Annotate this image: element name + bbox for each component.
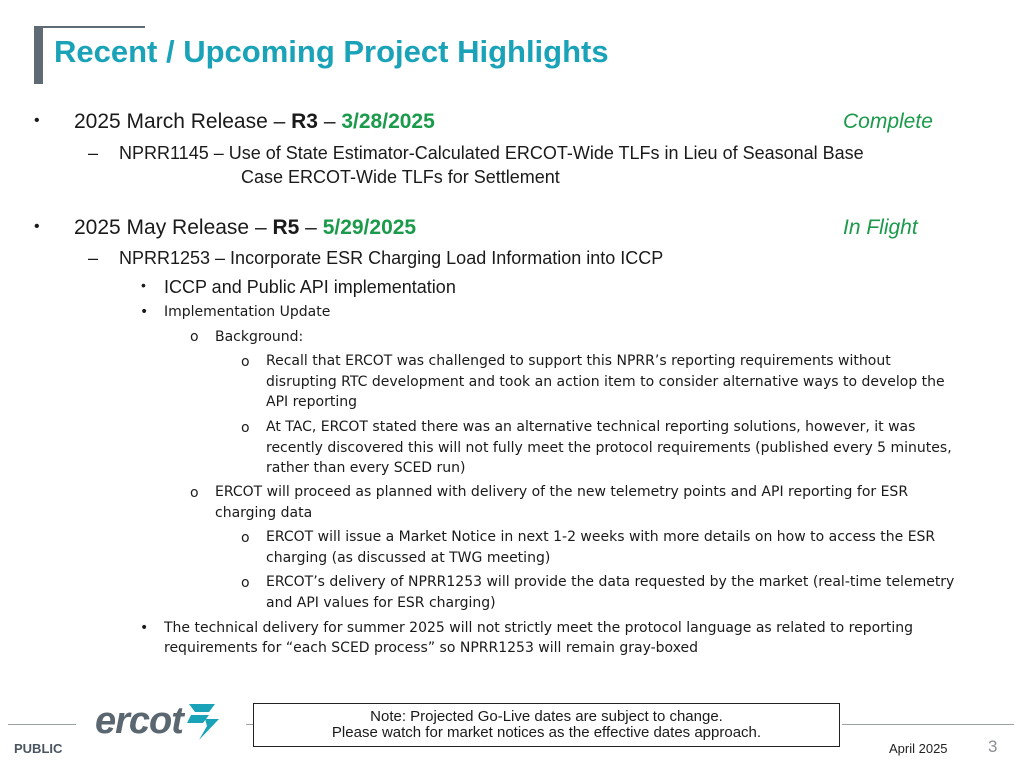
bullet-marker: • [140, 304, 149, 320]
background-point-2: At TAC, ERCOT stated there was an alternative technical reporting solutions, however, it was [266, 419, 916, 435]
page-title: Recent / Upcoming Project Highlights [54, 34, 609, 69]
ercot-logo [95, 700, 221, 743]
bullet-marker: • [34, 218, 40, 235]
background-point-1-cont: API reporting [266, 394, 358, 410]
technical-delivery-item: The technical delivery for summer 2025 will not strictly meet the protocol language as related to reporting [164, 620, 914, 636]
release-code: R3 [291, 110, 318, 133]
status-in-flight: In Flight [843, 216, 918, 239]
market-notice-point-cont: charging (as discussed at TWG meeting) [266, 550, 551, 566]
release-heading-march [74, 110, 435, 134]
circle-marker: o [241, 575, 250, 591]
note-line-2: Please watch for market notices as the effective dates approach. [331, 724, 762, 741]
bullet-marker: • [140, 620, 149, 636]
footer-divider [8, 724, 76, 725]
logo-wordmark: ercot [95, 700, 183, 742]
bullet-marker: • [141, 277, 146, 293]
proceed-item-cont: charging data [215, 505, 313, 521]
implementation-update-item: Implementation Update [164, 304, 331, 320]
go-live-note [253, 703, 840, 747]
release-separator: – [299, 216, 323, 239]
release-separator: – [318, 110, 342, 133]
delivery-point-cont: and API values for ESR charging) [266, 595, 496, 611]
dash-marker: – [88, 248, 99, 268]
status-complete: Complete [843, 110, 933, 133]
iccp-api-item: ICCP and Public API implementation [164, 277, 456, 297]
release-heading-may [74, 216, 416, 240]
lightning-bolt-icon [185, 702, 221, 742]
circle-marker: o [190, 485, 199, 501]
nprr1253-line: NPRR1253 – Incorporate ESR Charging Load Information into ICCP [119, 248, 664, 268]
footer-divider [842, 724, 1014, 725]
release-label: 2025 May Release – [74, 216, 273, 239]
release-date: 3/28/2025 [341, 110, 435, 133]
proceed-item: ERCOT will proceed as planned with delivery of the new telemetry points and API reporting for ESR [215, 484, 909, 500]
background-point-1-cont: disrupting RTC development and took an action item to consider alternative ways to develop the [266, 374, 945, 390]
circle-marker: o [241, 354, 250, 370]
background-point-2-cont: rather than every SCED run) [266, 460, 466, 476]
bullet-marker: • [34, 112, 40, 129]
market-notice-point: ERCOT will issue a Market Notice in next 1-2 weeks with more details on how to access the ESR [266, 529, 936, 545]
technical-delivery-item-cont: requirements for “each SCED process” so NPRR1253 will remain gray-boxed [164, 640, 699, 656]
circle-marker: o [241, 420, 250, 436]
classification-label: PUBLIC [14, 741, 63, 756]
note-line-1: Note: Projected Go-Live dates are subject to change. [370, 708, 723, 725]
dash-marker: – [88, 143, 99, 163]
nprr1145-line-cont: Case ERCOT-Wide TLFs for Settlement [241, 167, 560, 187]
delivery-point: ERCOT’s delivery of NPRR1253 will provide the data requested by the market (real-time telemetry [266, 574, 955, 590]
nprr1145-line: NPRR1145 – Use of State Estimator-Calculated ERCOT-Wide TLFs in Lieu of Seasonal Base [119, 143, 864, 163]
background-point-1: Recall that ERCOT was challenged to support this NPRR’s reporting requirements without [266, 353, 891, 369]
footer-date: April 2025 [889, 741, 948, 756]
background-item: Background: [215, 329, 304, 345]
circle-marker: o [190, 329, 199, 345]
page-number: 3 [988, 737, 998, 756]
release-date: 5/29/2025 [322, 216, 417, 239]
circle-marker: o [241, 530, 250, 546]
background-point-2-cont: recently discovered this will not fully meet the protocol requirements (published every 5 minutes, [266, 440, 952, 456]
release-label: 2025 March Release – [74, 110, 292, 133]
release-code: R5 [272, 216, 300, 239]
